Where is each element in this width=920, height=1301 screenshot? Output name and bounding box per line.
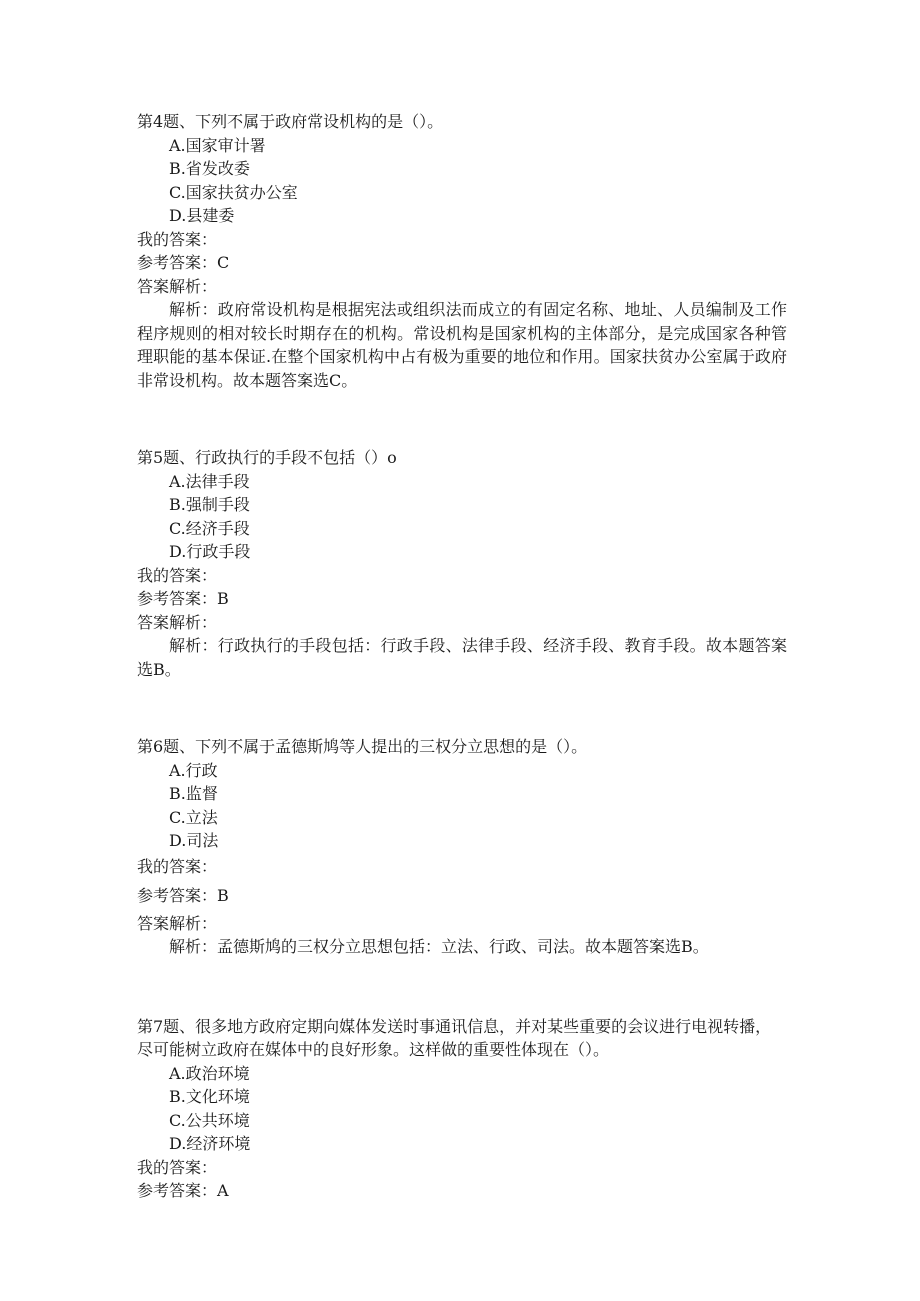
- option-a: A.国家审计署: [169, 135, 266, 155]
- reference-answer: 参考答案：B: [137, 589, 229, 608]
- option-b: B.省发改委: [169, 159, 250, 178]
- option-d: D.经济环境: [169, 1134, 251, 1153]
- document-page: [137, 110, 787, 1203]
- question-5: [137, 446, 787, 681]
- reference-answer: 参考答案：C: [137, 253, 230, 272]
- reference-answer: 参考答案：A: [137, 1181, 229, 1200]
- analysis-label: 答案解析：: [137, 913, 218, 933]
- reference-answer: 参考答案：B: [137, 886, 229, 905]
- option-a: A.政治环境: [169, 1063, 250, 1083]
- option-a: A.行政: [169, 760, 218, 780]
- analysis-label: 答案解析：: [137, 276, 218, 296]
- analysis-text: 解析：政府常设机构是根据宪法或组织法而成立的有固定名称、地址、人员编制及工作程序规则的相对较长时期存在的机构。常设机构是国家机构的主体部分，是完成国家各种管理职能的基本保证.在整个国家机构中占有极为重要的地位和作用。国家扶贫办公室属于政府非常设机构。故本题答案选C。: [137, 300, 787, 390]
- question-spacer: [137, 959, 787, 1015]
- option-b: B.监督: [169, 784, 218, 803]
- question-title: 第5题、行政执行的手段不包括（）o: [137, 448, 397, 467]
- analysis-text: 解析：行政执行的手段包括：行政手段、法律手段、经济手段、教育手段。故本题答案选B。: [137, 636, 787, 679]
- option-c: C.经济手段: [169, 518, 250, 538]
- option-c: C.国家扶贫办公室: [169, 182, 298, 202]
- my-answer-label: 我的答案：: [137, 565, 218, 585]
- question-7: [137, 1015, 787, 1203]
- analysis-label: 答案解析：: [137, 612, 218, 632]
- option-c: C.立法: [169, 807, 218, 827]
- question-4: [137, 110, 787, 392]
- my-answer-label: 我的答案：: [137, 1157, 218, 1177]
- question-spacer: [137, 681, 787, 735]
- my-answer-label: 我的答案：: [137, 229, 218, 249]
- question-title: 第6题、下列不属于孟德斯鸠等人提出的三权分立思想的是（）。: [137, 737, 588, 756]
- option-d: D.县建委: [169, 206, 235, 225]
- option-a: A.法律手段: [169, 471, 250, 491]
- option-c: C.公共环境: [169, 1110, 250, 1130]
- analysis-text: 解析：孟德斯鸠的三权分立思想包括：立法、行政、司法。故本题答案选B。: [169, 937, 709, 956]
- question-6: [137, 735, 787, 959]
- option-b: B.文化环境: [169, 1087, 250, 1106]
- question-title: 第7题、很多地方政府定期向媒体发送时事通讯信息，并对某些重要的会议进行电视转播，尽可能树立政府在媒体中的良好形象。这样做的重要性体现在（）。: [137, 1016, 772, 1059]
- my-answer-label: 我的答案：: [137, 856, 218, 876]
- option-b: B.强制手段: [169, 495, 250, 514]
- option-d: D.行政手段: [169, 542, 251, 561]
- question-title: 第4题、下列不属于政府常设机构的是（）。: [137, 112, 444, 131]
- option-d: D.司法: [169, 831, 219, 850]
- question-spacer: [137, 392, 787, 446]
